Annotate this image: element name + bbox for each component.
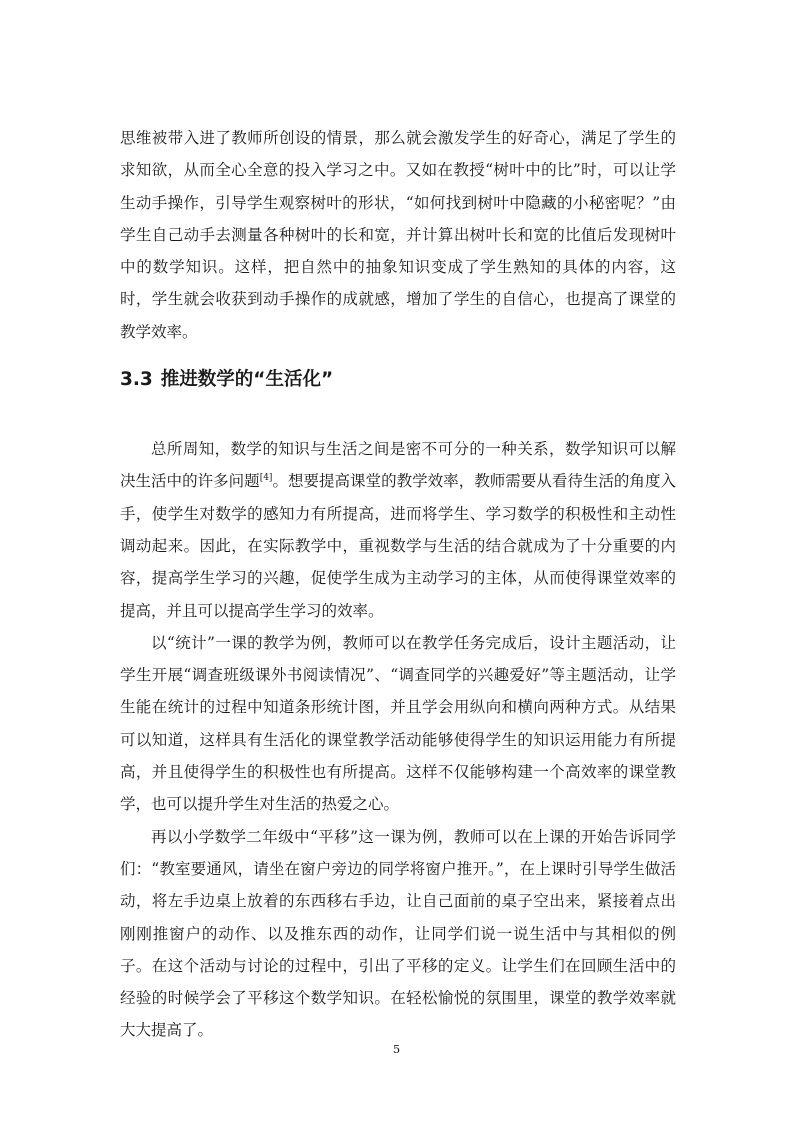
continued-paragraph: 思维被带入进了教师所创设的情景，那么就会激发学生的好奇心，满足了学生的求知欲，从而全心全意的投入学习之中。又如在教授“树叶中的比”时，可以让学生动手操作，引导学生观察树叶的形状，“如何找到树叶中隐藏的小秘密呢？”由学生自己动手去测量各种树叶的长和宽，并计算出树叶长和宽的比值后发现树叶中的数学知识。这样，把自然中的抽象知识变成了学生熟知的具体的内容，这时，学生就会收获到动手操作的成就感，增加了学生的自信心，也提高了课堂的教学效率。	[120, 129, 676, 341]
citation-reference: [4]	[259, 473, 273, 484]
section-number: 3.3	[120, 369, 153, 391]
body-paragraph-3: 再以小学数学二年级中“平移”这一课为例，教师可以在上课的开始告诉同学们：“教室要通风，请坐在窗户旁边的同学将窗户推开。”，在上课时引导学生做活动，将左手边桌上放着的东西移右手边，让自己面前的桌子空出来，紧接着点出刚刚推窗户的动作、以及推东西的动作，让同学们说一说生活中与其相似的例子。在这个活动与讨论的过程中，引出了平移的定义。让学生们在回顾生活中的经验的时候学会了平移这个数学知识。在轻松愉悦的氛围里，课堂的教学效率就大大提高了。	[120, 827, 676, 1040]
page-number: 5	[392, 1042, 401, 1056]
body-paragraph-2: 以“统计”一课的教学为例，教师可以在教学任务完成后，设计主题活动，让学生开展“调查班级课外书阅读情况”、“调查同学的兴趣爱好”等主题活动，让学生能在统计的过程中知道条形统计图，并且学会用纵向和横向两种方式。从结果可以知道，这样具有生活化的课堂教学活动能够使得学生的知识运用能力有所提高，并且使得学生的积极性也有所提高。这样不仅能够构建一个高效率的课堂教学，也可以提升学生对生活的热爱之心。	[120, 633, 676, 814]
section-heading	[120, 365, 676, 395]
page-body	[120, 122, 676, 1047]
section-title: 推进数学的“生活化”	[160, 369, 334, 391]
body-paragraph-1	[120, 433, 676, 627]
heading-spacer	[120, 395, 676, 433]
paragraph-1-text-start: 总所周知，数学的知识与生活之间是密不可分的一种关系，数学知识可以解决生活中的许多问题	[120, 440, 676, 491]
paragraph-1-text-end: 。想要提高课堂的教学效率，教师需要从看待生活的角度入手，使学生对数学的感知力有所提高，进而将学生、学习数学的积极性和主动性调动起来。因此，在实际教学中，重视数学与生活的结合就成为了十分重要的内容，提高学生学习的兴趣，促使学生成为主动学习的主体，从而使得课堂效率的提高，并且可以提高学生学习的效率。	[120, 472, 676, 620]
